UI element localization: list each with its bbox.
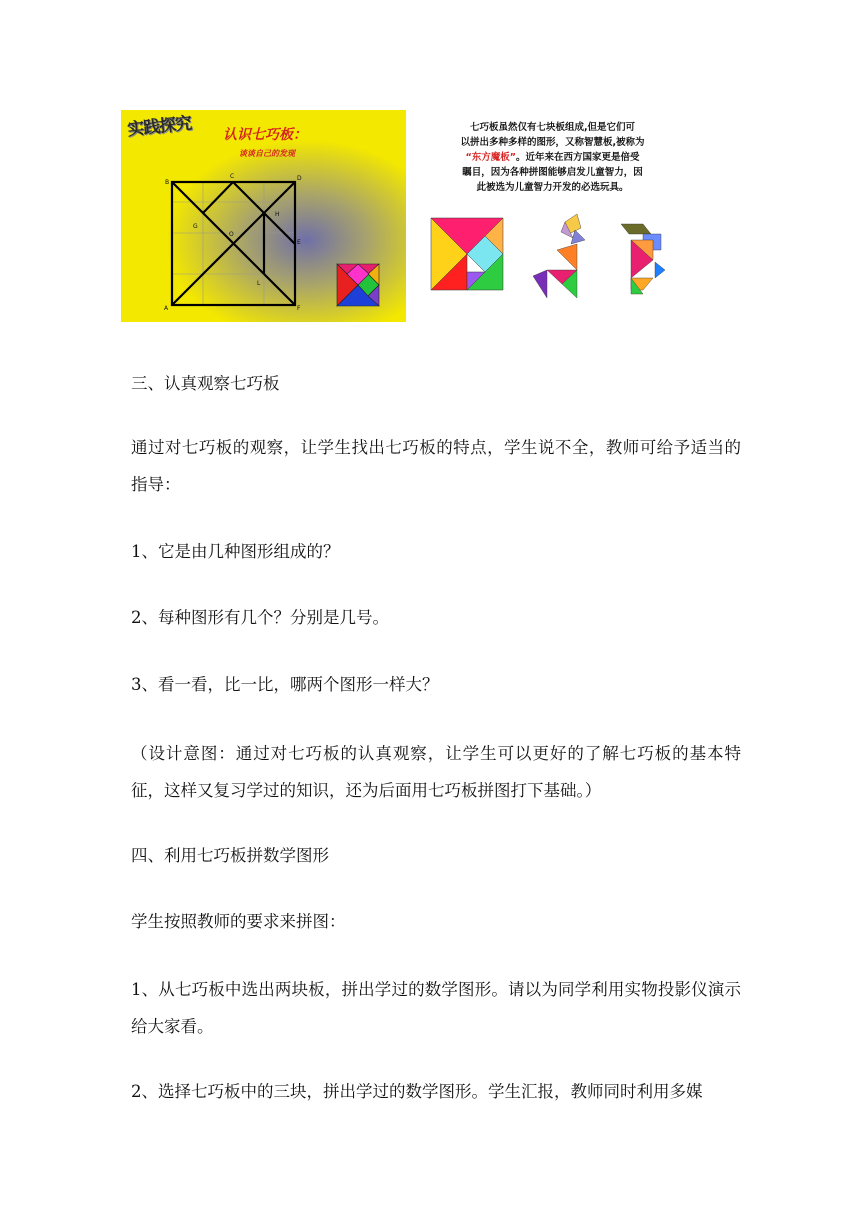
label-c: C — [230, 173, 235, 180]
step-2: 2、选择七巧板中的三块，拼出学过的数学图形。学生汇报，教师同时利用多媒 — [131, 1082, 703, 1101]
label-a: A — [164, 305, 169, 312]
question-3: 3、看一看，比一比，哪两个图形一样大？ — [131, 675, 439, 694]
tangram-rabbit-figure — [621, 224, 665, 294]
info-line: 瞩目，因为各种拼图能够启发儿童智力，因 — [462, 167, 643, 178]
question-1: 1、它是由几种图形组成的？ — [131, 542, 340, 561]
dongfang-moban-term: “东方魔板” — [465, 152, 516, 163]
design-intent-note: （设计意图：通过对七巧板的认真观察，让学生可以更好的了解七巧板的基本特征，这样又复习学过的知识，还为后面用七巧板拼图打下基础。） — [131, 744, 741, 800]
label-g: G — [193, 223, 198, 230]
info-line: 以拼出多种多样的图形，又称智慧板,被称为 — [460, 137, 645, 148]
info-line: 此被选为儿童智力开发的必选玩具。 — [476, 182, 629, 193]
label-l: L — [257, 280, 261, 287]
info-line: 七巧板虽然仅有七块板组成,但是它们可 — [469, 122, 636, 133]
tangram-examples — [425, 210, 685, 302]
slide-subtitle: 谈谈自己的发现 — [239, 149, 295, 158]
tangram-cat-figure — [533, 214, 585, 298]
label-e: E — [297, 239, 301, 246]
label-h: H — [275, 211, 280, 218]
tangram-square-figure — [431, 218, 503, 290]
section-heading-3: 三、认真观察七巧板 — [131, 374, 280, 393]
mini-tangram — [337, 264, 379, 306]
tangram-diagram — [121, 110, 406, 322]
section-heading-4: 四、利用七巧板拼数学图形 — [131, 846, 329, 865]
tangram-outline — [172, 182, 295, 305]
label-o: O — [229, 231, 234, 238]
info-line: “东方魔板”。近年来在西方国家更是倍受 — [465, 152, 640, 163]
label-b: B — [165, 179, 170, 186]
step-1: 1、从七巧板中选出两块板，拼出学过的数学图形。请以为同学利用实物投影仪演示给大家看。 — [131, 980, 741, 1036]
label-f: F — [297, 305, 301, 312]
paragraph-observation: 通过对七巧板的观察，让学生找出七巧板的特点，学生说不全，教师可给予适当的指导： — [131, 438, 741, 494]
question-2: 2、每种图形有几个？分别是几号。 — [131, 608, 389, 627]
tangram-description — [420, 120, 685, 195]
slide-title: 认识七巧板： — [223, 127, 307, 143]
slide-banner: 实践探究 — [126, 113, 193, 141]
tangram-slide — [121, 110, 406, 322]
label-d: D — [297, 175, 302, 182]
paragraph-instruction: 学生按照教师的要求来拼图： — [131, 912, 346, 931]
